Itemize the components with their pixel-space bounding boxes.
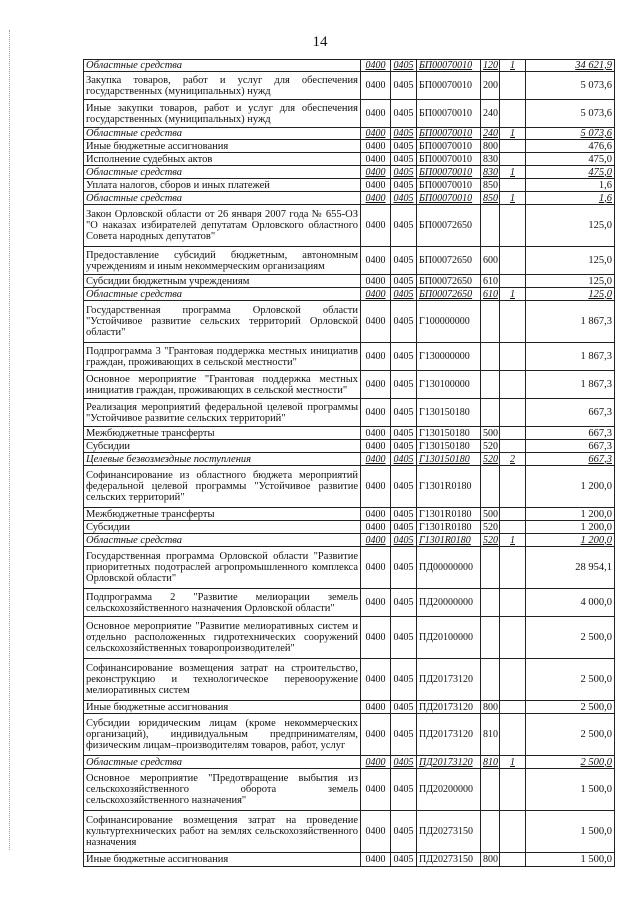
row-target-article-code: Г130150180 [417, 440, 481, 453]
row-section-code: 0400 [361, 275, 391, 288]
row-subsection-code: 0405 [391, 659, 417, 701]
row-section-code: 0400 [361, 617, 391, 659]
row-expense-type-code: 500 [481, 427, 500, 440]
row-funding-source-code [500, 714, 526, 756]
row-subsection-code: 0405 [391, 427, 417, 440]
table-row [84, 453, 615, 466]
row-name: Иные бюджетные ассигнования [84, 140, 361, 153]
row-funding-source-code [500, 466, 526, 508]
table-row [84, 427, 615, 440]
row-name: Областные средства [84, 60, 361, 72]
row-amount: 125,0 [526, 275, 615, 288]
row-expense-type-code: 800 [481, 853, 500, 867]
row-amount: 1 867,3 [526, 343, 615, 371]
row-funding-source-code: 1 [500, 288, 526, 301]
row-target-article-code: ПД20000000 [417, 589, 481, 617]
row-funding-source-code: 2 [500, 453, 526, 466]
row-subsection-code: 0405 [391, 301, 417, 343]
row-section-code: 0400 [361, 140, 391, 153]
row-target-article-code: Г130150180 [417, 453, 481, 466]
row-amount: 1,6 [526, 179, 615, 192]
row-target-article-code: Г1301R0180 [417, 534, 481, 547]
row-section-code: 0400 [361, 453, 391, 466]
row-name: Закон Орловской области от 26 января 2007 года № 655-ОЗ "О наказах избирателей депутатам Орловского областного Совета народных депутатов" [84, 205, 361, 247]
row-expense-type-code [481, 343, 500, 371]
table-row [84, 128, 615, 140]
row-target-article-code: БП00070010 [417, 100, 481, 128]
table-row [84, 769, 615, 811]
row-target-article-code: Г130150180 [417, 399, 481, 427]
row-amount: 125,0 [526, 288, 615, 301]
row-funding-source-code [500, 153, 526, 166]
row-subsection-code: 0405 [391, 343, 417, 371]
row-section-code: 0400 [361, 534, 391, 547]
table-row [84, 179, 615, 192]
page-margin-line [9, 30, 10, 850]
row-funding-source-code: 1 [500, 534, 526, 547]
row-target-article-code: БП00070010 [417, 166, 481, 179]
row-funding-source-code [500, 247, 526, 275]
row-name: Предоставление субсидий бюджетным, автономным учреждениям и иным некоммерческим организациям [84, 247, 361, 275]
row-name: Исполнение судебных актов [84, 153, 361, 166]
row-amount: 125,0 [526, 247, 615, 275]
row-funding-source-code [500, 617, 526, 659]
row-target-article-code: Г1301R0180 [417, 521, 481, 534]
row-section-code: 0400 [361, 60, 391, 72]
row-amount: 667,3 [526, 399, 615, 427]
row-section-code: 0400 [361, 179, 391, 192]
row-subsection-code: 0405 [391, 589, 417, 617]
row-section-code: 0400 [361, 427, 391, 440]
row-amount: 4 000,0 [526, 589, 615, 617]
row-amount: 2 500,0 [526, 756, 615, 769]
row-section-code: 0400 [361, 128, 391, 140]
row-target-article-code: Г130100000 [417, 371, 481, 399]
row-amount: 34 621,9 [526, 60, 615, 72]
row-funding-source-code [500, 399, 526, 427]
row-section-code: 0400 [361, 811, 391, 853]
row-expense-type-code: 810 [481, 756, 500, 769]
row-target-article-code: БП00070010 [417, 140, 481, 153]
row-target-article-code: БП00072650 [417, 288, 481, 301]
row-amount: 1 200,0 [526, 521, 615, 534]
row-expense-type-code: 810 [481, 714, 500, 756]
row-subsection-code: 0405 [391, 440, 417, 453]
row-target-article-code: ПД20173120 [417, 756, 481, 769]
row-section-code: 0400 [361, 301, 391, 343]
row-expense-type-code [481, 659, 500, 701]
row-target-article-code: ПД20173120 [417, 714, 481, 756]
table-row [84, 288, 615, 301]
row-amount: 667,3 [526, 440, 615, 453]
row-name: Реализация мероприятий федеральной целевой программы "Устойчивое развитие сельских территорий" [84, 399, 361, 427]
row-expense-type-code: 850 [481, 179, 500, 192]
row-funding-source-code [500, 205, 526, 247]
row-section-code: 0400 [361, 100, 391, 128]
row-subsection-code: 0405 [391, 769, 417, 811]
row-funding-source-code [500, 811, 526, 853]
row-name: Субсидии [84, 440, 361, 453]
row-amount: 2 500,0 [526, 714, 615, 756]
row-expense-type-code [481, 811, 500, 853]
row-subsection-code: 0405 [391, 853, 417, 867]
row-name: Областные средства [84, 128, 361, 140]
table-row [84, 853, 615, 867]
row-section-code: 0400 [361, 547, 391, 589]
row-target-article-code: ПД20273150 [417, 811, 481, 853]
row-funding-source-code [500, 521, 526, 534]
row-target-article-code: Г130150180 [417, 427, 481, 440]
page-number: 14 [312, 34, 328, 50]
row-section-code: 0400 [361, 769, 391, 811]
row-amount: 2 500,0 [526, 701, 615, 714]
table-row [84, 714, 615, 756]
row-name: Основное мероприятие "Развитие мелиоративных систем и отдельно расположенных гидротехнических сооружений сельскохозяйственных товаропроизводителей" [84, 617, 361, 659]
row-expense-type-code: 200 [481, 72, 500, 100]
row-subsection-code: 0405 [391, 153, 417, 166]
row-name: Областные средства [84, 288, 361, 301]
row-funding-source-code [500, 769, 526, 811]
row-amount: 5 073,6 [526, 100, 615, 128]
row-expense-type-code: 600 [481, 247, 500, 275]
row-funding-source-code [500, 179, 526, 192]
row-target-article-code: Г1301R0180 [417, 508, 481, 521]
row-target-article-code: БП00070010 [417, 60, 481, 72]
row-section-code: 0400 [361, 166, 391, 179]
table-row [84, 100, 615, 128]
row-name: Основное мероприятие "Предотвращение выбытия из сельскохозяйственного оборота земель сельскохозяйственного назначения" [84, 769, 361, 811]
row-target-article-code: ПД20273150 [417, 853, 481, 867]
row-name: Целевые безвозмездные поступления [84, 453, 361, 466]
table-row [84, 659, 615, 701]
row-section-code: 0400 [361, 399, 391, 427]
row-target-article-code: БП00070010 [417, 192, 481, 205]
row-expense-type-code: 120 [481, 60, 500, 72]
row-target-article-code: ПД20100000 [417, 617, 481, 659]
table-row [84, 192, 615, 205]
row-amount: 475,0 [526, 153, 615, 166]
row-amount: 125,0 [526, 205, 615, 247]
row-expense-type-code [481, 301, 500, 343]
row-amount: 475,0 [526, 166, 615, 179]
row-amount: 28 954,1 [526, 547, 615, 589]
row-expense-type-code: 520 [481, 440, 500, 453]
row-target-article-code: БП00072650 [417, 205, 481, 247]
table-row [84, 166, 615, 179]
row-name: Иные бюджетные ассигнования [84, 701, 361, 714]
row-subsection-code: 0405 [391, 714, 417, 756]
table-row [84, 521, 615, 534]
row-amount: 2 500,0 [526, 617, 615, 659]
row-expense-type-code: 520 [481, 521, 500, 534]
row-section-code: 0400 [361, 508, 391, 521]
row-funding-source-code [500, 371, 526, 399]
row-amount: 1 200,0 [526, 466, 615, 508]
row-funding-source-code [500, 427, 526, 440]
row-subsection-code: 0405 [391, 192, 417, 205]
table-row [84, 301, 615, 343]
row-section-code: 0400 [361, 288, 391, 301]
row-expense-type-code: 240 [481, 128, 500, 140]
row-subsection-code: 0405 [391, 521, 417, 534]
row-name: Иные бюджетные ассигнования [84, 853, 361, 867]
row-subsection-code: 0405 [391, 128, 417, 140]
row-expense-type-code: 610 [481, 275, 500, 288]
row-funding-source-code [500, 659, 526, 701]
row-expense-type-code [481, 399, 500, 427]
row-section-code: 0400 [361, 853, 391, 867]
table-row [84, 534, 615, 547]
row-expense-type-code [481, 589, 500, 617]
row-expense-type-code [481, 547, 500, 589]
row-amount: 1 500,0 [526, 769, 615, 811]
row-name: Подпрограмма 2 "Развитие мелиорации земель сельскохозяйственного назначения Орловской области" [84, 589, 361, 617]
row-amount: 667,3 [526, 427, 615, 440]
row-section-code: 0400 [361, 343, 391, 371]
table-row [84, 547, 615, 589]
row-section-code: 0400 [361, 756, 391, 769]
table-row [84, 343, 615, 371]
table-row [84, 811, 615, 853]
row-funding-source-code: 1 [500, 128, 526, 140]
table-row [84, 701, 615, 714]
table-row [84, 275, 615, 288]
table-row [84, 247, 615, 275]
row-funding-source-code: 1 [500, 166, 526, 179]
row-name: Областные средства [84, 192, 361, 205]
row-section-code: 0400 [361, 371, 391, 399]
row-target-article-code: БП00070010 [417, 179, 481, 192]
row-name: Государственная программа Орловской области "Развитие приоритетных подотраслей агропромышленного комплекса Орловской области" [84, 547, 361, 589]
row-target-article-code: ПД00000000 [417, 547, 481, 589]
row-amount: 1 500,0 [526, 811, 615, 853]
row-section-code: 0400 [361, 714, 391, 756]
row-subsection-code: 0405 [391, 399, 417, 427]
row-name: Государственная программа Орловской области "Устойчивое развитие сельских территорий Орловской области" [84, 301, 361, 343]
row-expense-type-code: 830 [481, 166, 500, 179]
row-name: Субсидии юридическим лицам (кроме некоммерческих организаций), индивидуальным предпринимателям, физическим лицам–производителям товаров, работ, услуг [84, 714, 361, 756]
row-funding-source-code: 1 [500, 756, 526, 769]
row-subsection-code: 0405 [391, 534, 417, 547]
row-expense-type-code [481, 769, 500, 811]
row-subsection-code: 0405 [391, 140, 417, 153]
row-funding-source-code [500, 701, 526, 714]
row-name: Софинансирование возмещения затрат на проведение культуртехнических работ на землях сельскохозяйственного назначения [84, 811, 361, 853]
row-subsection-code: 0405 [391, 166, 417, 179]
row-section-code: 0400 [361, 589, 391, 617]
row-expense-type-code: 520 [481, 534, 500, 547]
row-target-article-code: Г130000000 [417, 343, 481, 371]
row-expense-type-code [481, 205, 500, 247]
table-row [84, 617, 615, 659]
row-target-article-code: Г1301R0180 [417, 466, 481, 508]
row-amount: 1 867,3 [526, 301, 615, 343]
row-section-code: 0400 [361, 659, 391, 701]
table-row [84, 140, 615, 153]
row-subsection-code: 0405 [391, 466, 417, 508]
row-amount: 1 500,0 [526, 853, 615, 867]
row-funding-source-code [500, 301, 526, 343]
row-name: Софинансирование возмещения затрат на строительство, реконструкцию и технологическое перевооружение мелиоративных систем [84, 659, 361, 701]
table-row [84, 60, 615, 72]
row-name: Основное мероприятие "Грантовая поддержка местных инициатив граждан, проживающих в сельской местности" [84, 371, 361, 399]
row-funding-source-code [500, 547, 526, 589]
budget-table-body [84, 60, 615, 867]
row-amount: 2 500,0 [526, 659, 615, 701]
row-funding-source-code [500, 343, 526, 371]
row-expense-type-code: 520 [481, 453, 500, 466]
table-row [84, 371, 615, 399]
row-section-code: 0400 [361, 72, 391, 100]
row-funding-source-code [500, 100, 526, 128]
table-row [84, 399, 615, 427]
row-name: Областные средства [84, 534, 361, 547]
row-subsection-code: 0405 [391, 756, 417, 769]
row-name: Закупка товаров, работ и услуг для обеспечения государственных (муниципальных) нужд [84, 72, 361, 100]
row-subsection-code: 0405 [391, 617, 417, 659]
row-section-code: 0400 [361, 153, 391, 166]
budget-table [83, 59, 615, 867]
row-name: Иные закупки товаров, работ и услуг для обеспечения государственных (муниципальных) нужд [84, 100, 361, 128]
row-expense-type-code: 850 [481, 192, 500, 205]
row-expense-type-code [481, 617, 500, 659]
row-expense-type-code [481, 371, 500, 399]
row-funding-source-code: 1 [500, 192, 526, 205]
row-subsection-code: 0405 [391, 701, 417, 714]
row-funding-source-code [500, 440, 526, 453]
row-target-article-code: БП00070010 [417, 128, 481, 140]
row-funding-source-code [500, 508, 526, 521]
row-subsection-code: 0405 [391, 60, 417, 72]
table-row [84, 440, 615, 453]
row-amount: 667,3 [526, 453, 615, 466]
row-name: Субсидии бюджетным учреждениям [84, 275, 361, 288]
row-funding-source-code [500, 589, 526, 617]
row-funding-source-code [500, 72, 526, 100]
row-name: Межбюджетные трансферты [84, 427, 361, 440]
table-row [84, 205, 615, 247]
row-expense-type-code: 800 [481, 701, 500, 714]
row-amount: 1 200,0 [526, 508, 615, 521]
row-section-code: 0400 [361, 205, 391, 247]
row-name: Областные средства [84, 166, 361, 179]
row-target-article-code: БП00072650 [417, 247, 481, 275]
row-section-code: 0400 [361, 521, 391, 534]
row-target-article-code: ПД20173120 [417, 659, 481, 701]
row-funding-source-code: 1 [500, 60, 526, 72]
row-subsection-code: 0405 [391, 72, 417, 100]
table-row [84, 466, 615, 508]
row-section-code: 0400 [361, 440, 391, 453]
row-section-code: 0400 [361, 466, 391, 508]
row-name: Софинансирование из областного бюджета мероприятий федеральной целевой программы "Устойчивое развитие сельских территорий" [84, 466, 361, 508]
row-amount: 5 073,6 [526, 128, 615, 140]
row-subsection-code: 0405 [391, 453, 417, 466]
row-amount: 1,6 [526, 192, 615, 205]
row-expense-type-code: 240 [481, 100, 500, 128]
row-target-article-code: Г100000000 [417, 301, 481, 343]
row-amount: 476,6 [526, 140, 615, 153]
table-row [84, 508, 615, 521]
row-target-article-code: БП00070010 [417, 153, 481, 166]
row-name: Уплата налогов, сборов и иных платежей [84, 179, 361, 192]
row-subsection-code: 0405 [391, 247, 417, 275]
row-target-article-code: ПД20200000 [417, 769, 481, 811]
row-funding-source-code [500, 853, 526, 867]
row-expense-type-code: 830 [481, 153, 500, 166]
row-subsection-code: 0405 [391, 288, 417, 301]
row-amount: 5 073,6 [526, 72, 615, 100]
table-row [84, 153, 615, 166]
row-expense-type-code [481, 466, 500, 508]
table-row [84, 756, 615, 769]
row-subsection-code: 0405 [391, 275, 417, 288]
row-subsection-code: 0405 [391, 508, 417, 521]
row-funding-source-code [500, 140, 526, 153]
row-name: Субсидии [84, 521, 361, 534]
table-row [84, 72, 615, 100]
row-name: Подпрограмма 3 "Грантовая поддержка местных инициатив граждан, проживающих в сельской местности" [84, 343, 361, 371]
row-subsection-code: 0405 [391, 179, 417, 192]
row-target-article-code: ПД20173120 [417, 701, 481, 714]
row-subsection-code: 0405 [391, 547, 417, 589]
row-subsection-code: 0405 [391, 100, 417, 128]
row-amount: 1 867,3 [526, 371, 615, 399]
row-name: Областные средства [84, 756, 361, 769]
row-name: Межбюджетные трансферты [84, 508, 361, 521]
row-amount: 1 200,0 [526, 534, 615, 547]
row-section-code: 0400 [361, 247, 391, 275]
row-funding-source-code [500, 275, 526, 288]
row-expense-type-code: 610 [481, 288, 500, 301]
row-target-article-code: БП00070010 [417, 72, 481, 100]
row-expense-type-code: 500 [481, 508, 500, 521]
row-expense-type-code: 800 [481, 140, 500, 153]
row-subsection-code: 0405 [391, 371, 417, 399]
row-section-code: 0400 [361, 701, 391, 714]
row-subsection-code: 0405 [391, 811, 417, 853]
row-section-code: 0400 [361, 192, 391, 205]
row-target-article-code: БП00072650 [417, 275, 481, 288]
row-subsection-code: 0405 [391, 205, 417, 247]
table-row [84, 589, 615, 617]
